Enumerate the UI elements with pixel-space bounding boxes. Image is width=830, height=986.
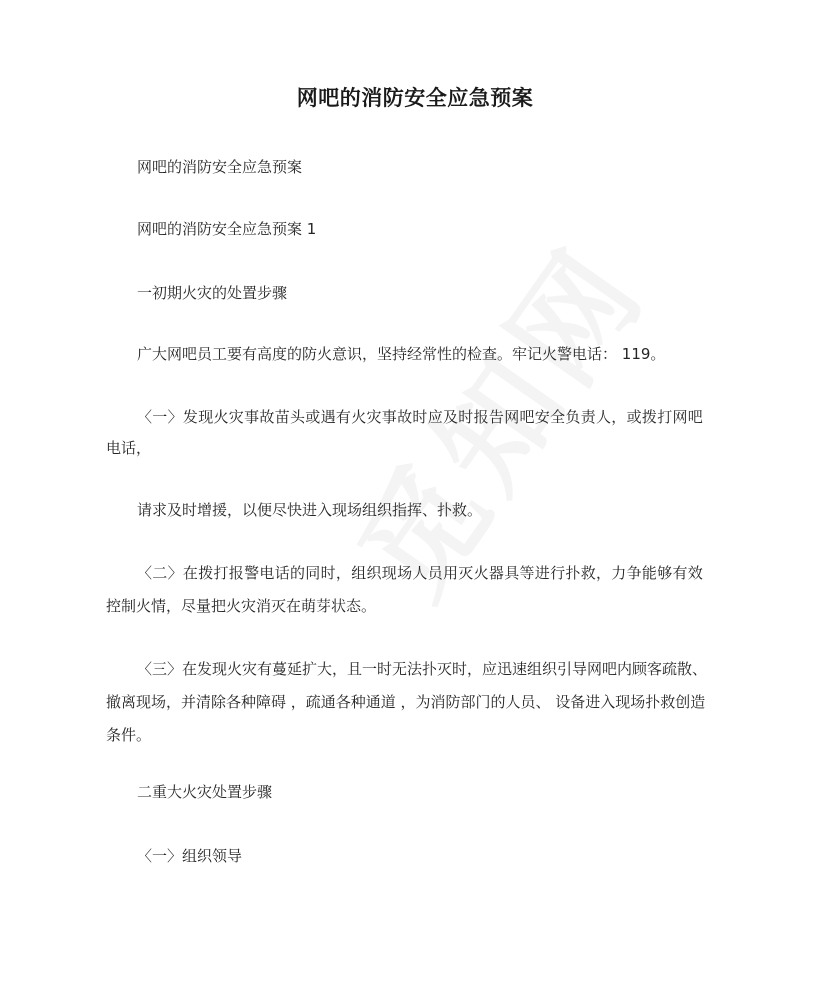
paragraph-line: 广大网吧员工要有高度的防火意识，坚持经常性的检查。牢记火警电话： 119。 [137,345,666,363]
paragraph-line: 〈一〉发现火灾事故苗头或遇有火灾事故时应及时报告网吧安全负责人，或拨打网吧 [137,408,704,426]
paragraph-line: 电话， [106,439,152,457]
paragraph-line: 控制火情，尽量把火灾消灭在萌芽状态。 [106,597,377,615]
paragraph-line: 条件。 [106,726,152,744]
paragraph-line: 〈一〉组织领导 [137,847,243,865]
section-heading: 二重大火灾处置步骤 [137,783,273,801]
paragraph-line: 请求及时增援，以便尽快进入现场组织指挥、扑救。 [137,501,483,519]
paragraph-line: 撤离现场，并清除各种障碍 ，疏通各种通道 ，为消防部门的人员、 设备进入现场扑救创造 [106,693,706,711]
paragraph-line: 网吧的消防安全应急预案 1 [137,220,317,238]
paragraph-line: 〈三〉在发现火灾有蔓延扩大，且一时无法扑灭时，应迅速组织引导网吧内顾客疏散、 [137,660,708,678]
paragraph-line: 网吧的消防安全应急预案 [137,158,303,176]
section-heading: 一初期火灾的处置步骤 [137,284,288,302]
document-title: 网吧的消防安全应急预案 [296,86,534,110]
paragraph-line: 〈二〉在拨打报警电话的同时，组织现场人员用灭火器具等进行扑救，力争能够有效 [137,564,704,582]
